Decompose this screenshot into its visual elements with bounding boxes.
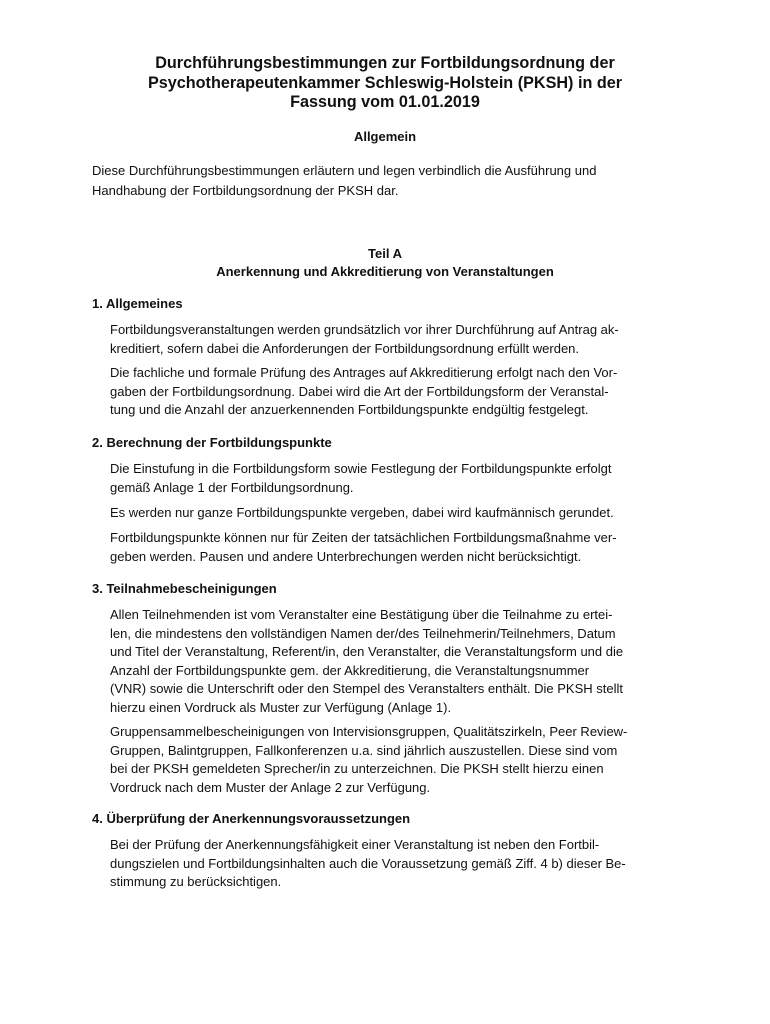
text-line: Gruppen, Balintgruppen, Fallkonferenzen u.a. sind jährlich auszustellen. Diese sind vom (110, 742, 618, 758)
text-line: bei der PKSH gemeldeten Sprecher/in zu unterzeichnen. Die PKSH stellt hierzu einen (110, 761, 604, 777)
section-2-paragraph-3 (110, 529, 680, 566)
part-a-heading (92, 245, 678, 281)
text-line: Bei der Prüfung der Anerkennungsfähigkeit einer Veranstaltung ist neben den Fortbil- (110, 837, 600, 852)
section-4-paragraph-1 (110, 836, 680, 892)
part-a-label: Teil A (368, 246, 402, 261)
text-line: (VNR) sowie die Unterschrift oder den Stempel des Veranstalters enthält. Die PKSH stellt (110, 681, 624, 697)
text-line: und Titel der Veranstaltung, Referent/in, den Veranstalter, die Veranstaltungsform und die (110, 644, 624, 660)
text-line: geben werden. Pausen und andere Unterbrechungen werden nicht berücksichtigt. (110, 548, 582, 564)
section-1-paragraph-1 (110, 321, 680, 358)
section-heading-4: 4. Überprüfung der Anerkennungsvoraussetzungen (92, 811, 411, 826)
text-line: kreditiert, sofern dabei die Anforderungen der Fortbildungsordnung erfüllt werden. (110, 340, 580, 356)
title-line: Durchführungsbestimmungen zur Fortbildungsordnung der (155, 54, 615, 72)
text-line: stimmung zu berücksichtigen. (110, 874, 282, 890)
section-2-paragraph-2 (110, 504, 680, 523)
text-line: tung und die Anzahl der anzuerkennenden Fortbildungspunkte endgültig festgelegt. (110, 402, 589, 418)
section-2-paragraph-1 (110, 460, 680, 497)
section-heading-3: 3. Teilnahmebescheinigungen (92, 581, 277, 596)
general-heading (92, 128, 678, 146)
text-line: gaben der Fortbildungsordnung. Dabei wird die Art der Fortbildungsform der Veranstal- (110, 383, 609, 399)
title-line: Fassung vom 01.01.2019 (290, 93, 480, 111)
text-line: Diese Durchführungsbestimmungen erläutern und legen verbindlich die Ausführung und (92, 163, 597, 178)
text-line: gemäß Anlage 1 der Fortbildungsordnung. (110, 479, 354, 495)
section-heading-1: 1. Allgemeines (92, 296, 183, 311)
part-a-title: Anerkennung und Akkreditierung von Veranstaltungen (216, 264, 554, 279)
text-line: Handhabung der Fortbildungsordnung der PKSH dar. (92, 183, 399, 198)
title-line: Psychotherapeutenkammer Schleswig-Holstein (PKSH) in der (147, 73, 623, 92)
section-1-paragraph-2 (110, 364, 680, 420)
text-line: hierzu einen Vordruck als Muster zur Verfügung (Anlage 1). (110, 699, 452, 715)
text-line: Fortbildungsveranstaltungen werden grundsätzlich vor ihrer Durchführung auf Antrag ak- (110, 322, 619, 337)
document-title (100, 54, 670, 113)
text-line: Allen Teilnehmenden ist vom Veranstalter eine Bestätigung über die Teilnahme zu ertei- (110, 607, 613, 622)
text-line: Die Einstufung in die Fortbildungsform sowie Festlegung der Fortbildungspunkte erfolgt (110, 461, 612, 476)
section-3-paragraph-2 (110, 723, 680, 797)
text-line: Anzahl der Fortbildungspunkte gem. der Akkreditierung, die Veranstaltungsnummer (110, 662, 590, 678)
intro-paragraph (92, 161, 682, 201)
text-line: len, die mindestens den vollständigen Namen der/des Teilnehmerin/Teilnehmers, Datum (110, 625, 616, 641)
section-3-paragraph-1 (110, 606, 680, 718)
section-heading-2: 2. Berechnung der Fortbildungspunkte (92, 435, 332, 450)
text-line: Es werden nur ganze Fortbildungspunkte vergeben, dabei wird kaufmännisch gerundet. (110, 505, 614, 520)
text-line: Fortbildungspunkte können nur für Zeiten der tatsächlichen Fortbildungsmaßnahme ver- (110, 530, 617, 545)
text-line: Gruppensammelbescheinigungen von Intervisionsgruppen, Qualitätszirkeln, Peer Review- (110, 724, 628, 739)
general-heading-text: Allgemein (353, 129, 417, 144)
text-line: Die fachliche und formale Prüfung des Antrages auf Akkreditierung erfolgt nach den Vor- (110, 365, 618, 380)
text-line: dungszielen und Fortbildungsinhalten auch die Voraussetzung gemäß Ziff. 4 b) dieser Be- (110, 855, 626, 871)
text-line: Vordruck nach dem Muster der Anlage 2 zur Verfügung. (110, 779, 431, 795)
